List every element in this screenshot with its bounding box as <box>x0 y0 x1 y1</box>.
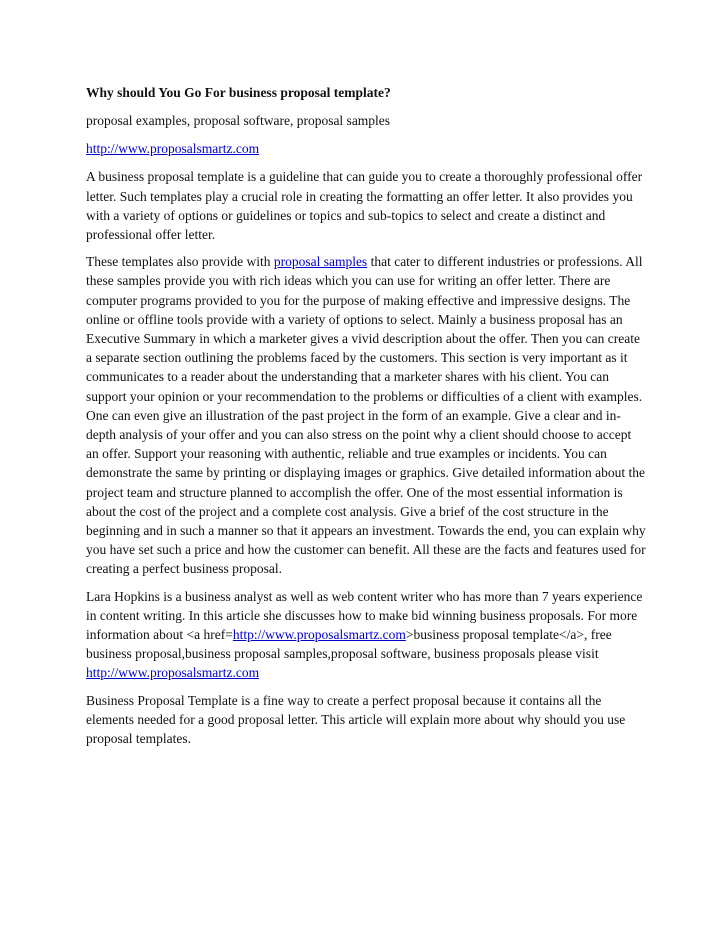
document-title: Why should You Go For business proposal template? <box>86 85 391 100</box>
website-link[interactable]: http://www.proposalsmartz.com <box>86 141 260 157</box>
author-link-2[interactable]: http://www.proposalsmartz.com <box>86 665 260 681</box>
paragraph-intro: A business proposal template is a guideline that can guide you to create a thoroughly professional offer letter. Such templates play a crucial role in creating the formatting an offer letter. It also provides you with a variety of options or guidelines or topics and sub-topics to select and create a distinct and professional offer letter. <box>86 169 643 243</box>
author-link-1[interactable]: http://www.proposalsmartz.com <box>232 627 406 643</box>
author-text-1: Lara Hopkins is a business analyst as well as web content writer who has more than 7 years experience in content writing. In this article she discusses how to make bid winning business proposals. For more information about <a href= <box>86 588 643 643</box>
url-line <box>86 139 646 158</box>
document-page <box>86 83 646 756</box>
paragraph-templates <box>86 252 646 578</box>
paragraph-author <box>86 587 646 683</box>
paragraph-conclusion: Business Proposal Template is a fine way to create a perfect proposal because it contains all the elements needed for a good proposal letter. This article will explain more about why should you use proposal templates. <box>86 692 626 747</box>
keywords-line: proposal examples, proposal software, proposal samples <box>86 113 391 128</box>
paragraph-templates-start: These templates also provide with <box>86 254 274 270</box>
proposal-samples-link[interactable]: proposal samples <box>273 254 368 270</box>
paragraph-templates-rest: that cater to different industries or professions. All these samples provide you with rich ideas which you can use for writing an offer letter. There are computer programs provided to you for the purpose of making effective and impressive designs. The online or offline tools provide with a variety of options to select. Mainly a business proposal has an Executive Summary in which a marketer gives a vivid description about the offer. Then you can create a separate section outlining the problems faced by the customers. This section is very important as it communicates to a reader about the understanding that a marketer shares with his client. You can support your opinion or your recommendation to the problems or difficulties of a client with examples. One can even give an illustration of the past project in the form of an example. Give a clear and in-depth analysis of your offer and you can also stress on the point why a client should choose to accept an offer. Support your reasoning with authentic, reliable and true examples or incidents. You can demonstrate the same by printing or displaying images or graphics. Give detailed information about the project team and structure planned to accomplish the offer. One of the most essential information is about the cost of the project and a complete cost analysis. Give a brief of the cost structure in the beginning and in such a manner so that it appears an investment. Towards the end, you can explain why you have set such a price and how the customer can benefit. All these are the facts and features used for creating a perfect business proposal. <box>86 254 646 577</box>
author-text-2: >business proposal template</a>, free business proposal,business proposal samples,proposal software, business proposals please visit <box>86 627 612 662</box>
